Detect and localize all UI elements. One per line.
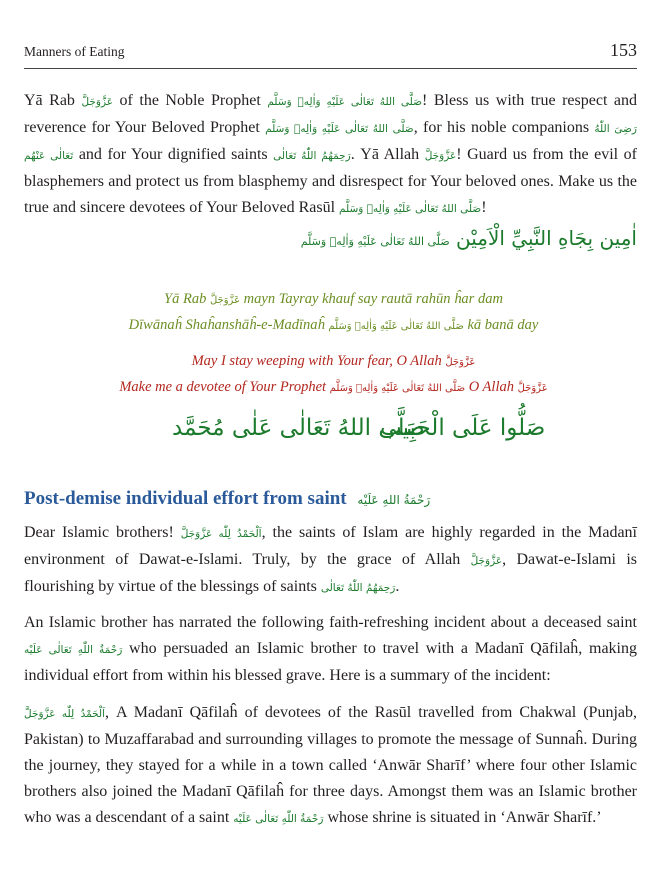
paragraph-incident	[24, 700, 637, 832]
salat-call: صَلُّوا عَلَى الْحَبِيب	[380, 415, 546, 441]
text: who persuaded an Islamic brother to travel with a Madanī Qāfilaĥ, making individual effort from within his blessed grave. Here is a summary of the incident:	[24, 640, 637, 684]
running-title: Manners of Eating	[24, 44, 125, 59]
dua-honorific: صَلَّى اللهُ تَعَالٰى عَلَيْهِ وَاٰلِهٖ وَسَلَّم	[300, 235, 450, 248]
text: Make me a devotee of Your Prophet	[119, 379, 330, 395]
text: !	[481, 199, 487, 216]
poem-line-2	[0, 375, 667, 401]
arabic-honorific: عَزَّوَجَلَّ	[81, 96, 114, 108]
arabic-honorific: عَزَّوَجَلَّ	[209, 295, 241, 306]
paragraph-supplication	[24, 88, 637, 222]
text: ! Bless us with true respect and reverence for Your Beloved Prophet	[24, 92, 638, 136]
arabic-honorific: رَحْمَةُ اللّٰهِ تَعَالٰى عَلَيْه	[233, 813, 324, 825]
arabic-honorific: عَزَّوَجَلَّ	[470, 555, 503, 567]
arabic-honorific: رَحْمَةُ اللّٰهِ تَعَالٰى عَلَيْه	[24, 644, 123, 656]
text: Yā Rab	[24, 92, 82, 109]
dua-main: اٰمِين بِجَاهِ النَّبِيِّ الْاَمِيْن	[456, 226, 637, 250]
paragraph-saints	[24, 520, 637, 601]
text: kā banā day	[463, 317, 539, 333]
text: whose shrine is situated in ‘Anwār Sharīf.’	[323, 809, 602, 826]
text: , the saints of Islam are highly regarded in the Madanī environment of Dawat-e-Islami. Truly, by the grace of Allah	[24, 524, 637, 568]
text: O Allah	[465, 379, 518, 395]
text: . Yā Allah	[350, 146, 425, 163]
arabic-honorific: رَحِمَهُمُ اللّٰهُ تَعَالٰى	[273, 150, 351, 162]
poem-transliteration	[0, 287, 667, 339]
arabic-honorific: اَلْحَمْدُ لِلّٰه عَزَّوَجَلَّ	[180, 528, 262, 540]
salat-response: صَلَّى اللهُ تَعَالٰى عَلٰى مُحَمَّد	[172, 415, 425, 441]
text: , for his noble companions	[413, 119, 595, 136]
text: and for Your dignified saints	[73, 146, 274, 163]
arabic-honorific: صَلَّى اللهُ تَعَالٰى عَلَيْهِ وَاٰلِهٖ وَسَلَّم	[267, 96, 423, 108]
text: .	[395, 578, 400, 595]
text: Dear Islamic brothers!	[24, 524, 181, 541]
arabic-honorific: صَلَّى اللهُ تَعَالٰى عَلَيْهِ وَاٰلِهٖ وَسَلَّم	[265, 123, 414, 135]
arabic-honorific: صَلَّى اللهُ تَعَالٰى عَلَيْهِ وَاٰلِهٖ وَسَلَّم	[329, 383, 466, 394]
arabic-honorific: اَلْحَمْدُ لِلّٰه عَزَّوَجَلَّ	[24, 708, 106, 720]
poem-line-1	[0, 287, 667, 313]
header-rule	[24, 68, 637, 69]
arabic-honorific: صَلَّى اللهُ تَعَالٰى عَلَيْهِ وَاٰلِهٖ وَسَلَّم	[339, 203, 482, 215]
text: ! Guard us from the evil of blasphemers and protect us from blasphemy and disrespect for Your beloved ones. Make us the true and sincere devotees of Your Beloved Rasūl	[24, 146, 637, 216]
paragraph-narration	[24, 610, 637, 689]
text: , Dawat-e-Islami is flourishing by virtue of the blessings of saints	[24, 551, 637, 595]
arabic-honorific: عَزَّوَجَلَّ	[445, 357, 476, 368]
poem-translation	[0, 349, 667, 401]
text: An Islamic brother has narrated the following faith-refreshing incident about a deceased saint	[24, 614, 637, 631]
arabic-honorific: رَحِمَهُمُ اللّٰهُ تَعَالٰى	[320, 582, 396, 594]
arabic-honorific: عَزَّوَجَلَّ	[424, 150, 457, 162]
section-heading	[24, 488, 430, 510]
poem-line-1	[0, 349, 667, 375]
arabic-honorific: رَضِىَ اللّٰهُ تَعَالٰى عَنْهُم	[24, 123, 637, 162]
text: May I stay weeping with Your fear, O Allah	[191, 353, 446, 369]
arabic-honorific: عَزَّوَجَلَّ	[517, 383, 548, 394]
dua-ameen	[301, 226, 637, 250]
poem-line-2	[0, 313, 667, 339]
text: Dīwānaĥ Shaĥanshāĥ-e-Madīnaĥ	[128, 317, 329, 333]
heading-text: Post-demise individual effort from saint	[24, 488, 352, 509]
arabic-honorific: رَحْمَةُ اللهِ عَلَيْه	[357, 493, 431, 507]
text: Yā Rab	[164, 291, 210, 307]
text: , A Madanī Qāfilaĥ of devotees of the Rasūl travelled from Chakwal (Punjab, Pakistan) to Muzaffarabad and surrounding villages to promote the message of Sunnaĥ. During the journey, they stayed for a while in a town called ‘Anwār Sharīf’ where four other Islamic brothers also joined the Madanī Qāfilaĥ for three days. Amongst them was an Islamic brother who was a descendant of a saint	[24, 704, 637, 826]
page-header	[24, 38, 637, 66]
page-number: 153	[610, 40, 637, 60]
text: mayn Tayray khauf say rautā rahūn ĥar dam	[240, 291, 503, 307]
text: of the Noble Prophet	[113, 92, 268, 109]
arabic-honorific: صَلَّى اللهُ تَعَالٰى عَلَيْهِ وَاٰلِهٖ وَسَلَّم	[328, 321, 464, 332]
